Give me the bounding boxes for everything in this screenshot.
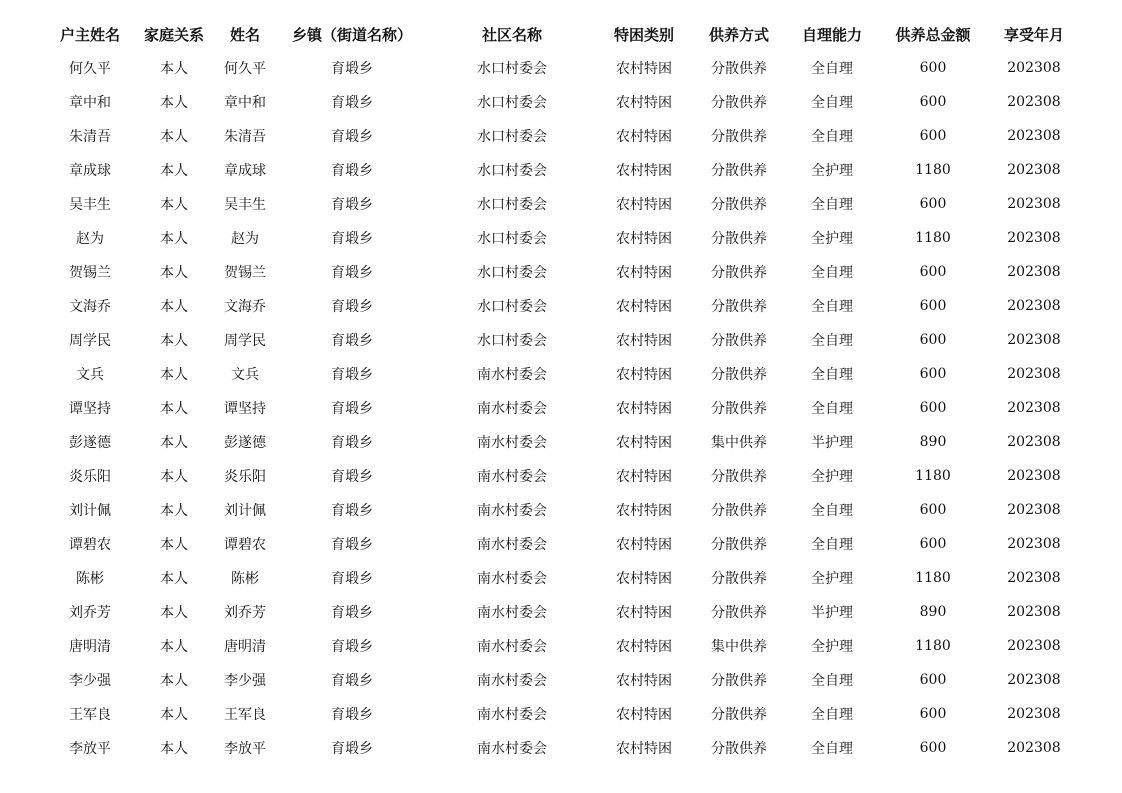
category-cell: 农村特困 [616,741,672,757]
head-name-cell: 李放平 [69,741,111,757]
category-cell: 农村特困 [616,265,672,281]
head-name-header: 户主姓名 [59,25,120,44]
name-cell: 谭坚持 [224,401,266,417]
period-cell: 202308 [1007,434,1061,450]
township-cell: 育塅乡 [331,61,373,77]
amount-cell: 600 [919,196,947,212]
name-cell: 刘乔芳 [224,605,266,621]
table-header [44,17,1078,51]
period-header: 享受年月 [1003,25,1064,44]
category-cell: 农村特困 [616,197,672,213]
name-cell: 唐明清 [224,639,266,655]
head-name-cell: 赵为 [76,231,104,247]
community-cell: 南水村委会 [477,673,547,689]
amount-cell: 600 [919,536,947,552]
amount-cell: 600 [919,740,947,756]
support-mode-cell: 分散供养 [711,605,767,621]
relationship-cell: 本人 [160,333,188,349]
amount-cell: 600 [919,366,947,382]
table-row [44,187,1078,221]
table-row [44,527,1078,561]
category-cell: 农村特困 [616,95,672,111]
township-cell: 育塅乡 [331,469,373,485]
self-care-cell: 全护理 [811,639,853,655]
head-name-cell: 谭坚持 [69,401,111,417]
amount-cell: 1180 [915,570,951,586]
community-cell: 南水村委会 [477,571,547,587]
township-cell: 育塅乡 [331,639,373,655]
self-care-cell: 全自理 [811,741,853,757]
community-cell: 南水村委会 [477,639,547,655]
township-cell: 育塅乡 [331,163,373,179]
period-cell: 202308 [1007,60,1061,76]
amount-cell: 1180 [915,162,951,178]
amount-cell: 600 [919,502,947,518]
period-cell: 202308 [1007,196,1061,212]
community-cell: 水口村委会 [477,265,547,281]
period-cell: 202308 [1007,638,1061,654]
support-mode-header: 供养方式 [708,25,769,44]
support-mode-cell: 分散供养 [711,265,767,281]
table-row [44,697,1078,731]
relationship-cell: 本人 [160,265,188,281]
table-row [44,561,1078,595]
relationship-cell: 本人 [160,163,188,179]
name-cell: 谭碧农 [224,537,266,553]
category-header: 特困类别 [613,25,674,44]
self-care-cell: 全自理 [811,129,853,145]
relationship-cell: 本人 [160,537,188,553]
period-cell: 202308 [1007,400,1061,416]
community-cell: 水口村委会 [477,333,547,349]
period-cell: 202308 [1007,604,1061,620]
category-cell: 农村特困 [616,299,672,315]
township-cell: 育塅乡 [331,707,373,723]
category-cell: 农村特困 [616,401,672,417]
category-cell: 农村特困 [616,333,672,349]
table-row [44,255,1078,289]
name-cell: 赵为 [231,231,259,247]
name-cell: 彭遂德 [224,435,266,451]
community-cell: 南水村委会 [477,605,547,621]
category-cell: 农村特困 [616,707,672,723]
self-care-cell: 全自理 [811,537,853,553]
head-name-cell: 刘计佩 [69,503,111,519]
category-cell: 农村特困 [616,639,672,655]
relationship-cell: 本人 [160,673,188,689]
head-name-cell: 唐明清 [69,639,111,655]
name-cell: 章成球 [224,163,266,179]
category-cell: 农村特困 [616,435,672,451]
head-name-cell: 章成球 [69,163,111,179]
amount-cell: 600 [919,264,947,280]
support-mode-cell: 集中供养 [711,435,767,451]
township-header: 乡镇（街道名称） [291,25,412,44]
category-cell: 农村特困 [616,231,672,247]
category-cell: 农村特困 [616,61,672,77]
amount-cell: 600 [919,94,947,110]
category-cell: 农村特困 [616,673,672,689]
support-mode-cell: 分散供养 [711,61,767,77]
township-cell: 育塅乡 [331,673,373,689]
period-cell: 202308 [1007,740,1061,756]
community-cell: 南水村委会 [477,469,547,485]
name-cell: 文兵 [231,367,259,383]
self-care-cell: 全自理 [811,95,853,111]
amount-cell: 600 [919,128,947,144]
period-cell: 202308 [1007,298,1061,314]
table-row [44,595,1078,629]
township-cell: 育塅乡 [331,571,373,587]
head-name-cell: 李少强 [69,673,111,689]
amount-cell: 600 [919,672,947,688]
township-cell: 育塅乡 [331,503,373,519]
township-cell: 育塅乡 [331,129,373,145]
table-row [44,85,1078,119]
head-name-cell: 朱清吾 [69,129,111,145]
support-mode-cell: 分散供养 [711,95,767,111]
township-cell: 育塅乡 [331,265,373,281]
self-care-cell: 全自理 [811,673,853,689]
amount-cell: 600 [919,332,947,348]
township-cell: 育塅乡 [331,401,373,417]
period-cell: 202308 [1007,264,1061,280]
relationship-cell: 本人 [160,129,188,145]
head-name-cell: 章中和 [69,95,111,111]
head-name-cell: 彭遂德 [69,435,111,451]
community-cell: 水口村委会 [477,299,547,315]
category-cell: 农村特困 [616,163,672,179]
community-cell: 水口村委会 [477,231,547,247]
name-cell: 章中和 [224,95,266,111]
relationship-cell: 本人 [160,469,188,485]
table-row [44,119,1078,153]
community-cell: 水口村委会 [477,95,547,111]
amount-cell: 1180 [915,230,951,246]
relationship-cell: 本人 [160,503,188,519]
table-row [44,221,1078,255]
period-cell: 202308 [1007,536,1061,552]
self-care-cell: 全自理 [811,401,853,417]
head-name-cell: 王军良 [69,707,111,723]
relationship-header: 家庭关系 [143,25,204,44]
period-cell: 202308 [1007,230,1061,246]
relationship-cell: 本人 [160,741,188,757]
head-name-cell: 陈彬 [76,571,104,587]
self-care-cell: 全护理 [811,571,853,587]
community-cell: 南水村委会 [477,401,547,417]
community-cell: 南水村委会 [477,503,547,519]
period-cell: 202308 [1007,570,1061,586]
name-cell: 朱清吾 [224,129,266,145]
support-mode-cell: 分散供养 [711,197,767,213]
community-cell: 水口村委会 [477,197,547,213]
relationship-cell: 本人 [160,299,188,315]
relationship-cell: 本人 [160,435,188,451]
name-cell: 李少强 [224,673,266,689]
self-care-cell: 全护理 [811,231,853,247]
township-cell: 育塅乡 [331,605,373,621]
table-row [44,391,1078,425]
community-header: 社区名称 [481,25,542,44]
name-cell: 王军良 [224,707,266,723]
township-cell: 育塅乡 [331,197,373,213]
table-row [44,731,1078,765]
name-cell: 文海乔 [224,299,266,315]
amount-cell: 890 [919,604,947,620]
name-cell: 陈彬 [231,571,259,587]
self-care-cell: 全自理 [811,299,853,315]
amount-cell: 600 [919,60,947,76]
support-mode-cell: 分散供养 [711,469,767,485]
category-cell: 农村特困 [616,503,672,519]
community-cell: 水口村委会 [477,129,547,145]
relationship-cell: 本人 [160,61,188,77]
head-name-cell: 文海乔 [69,299,111,315]
amount-cell: 1180 [915,638,951,654]
township-cell: 育塅乡 [331,741,373,757]
support-mode-cell: 分散供养 [711,129,767,145]
support-mode-cell: 分散供养 [711,401,767,417]
self-care-cell: 全护理 [811,163,853,179]
name-cell: 何久平 [224,61,266,77]
self-care-cell: 全自理 [811,197,853,213]
relationship-cell: 本人 [160,401,188,417]
name-cell: 贺锡兰 [224,265,266,281]
amount-cell: 890 [919,434,947,450]
community-cell: 南水村委会 [477,367,547,383]
support-mode-cell: 分散供养 [711,299,767,315]
table-row [44,51,1078,85]
table-body [44,51,1078,765]
name-cell: 李放平 [224,741,266,757]
name-cell: 炎乐阳 [224,469,266,485]
community-cell: 南水村委会 [477,537,547,553]
support-mode-cell: 分散供养 [711,503,767,519]
head-name-cell: 刘乔芳 [69,605,111,621]
table-row [44,323,1078,357]
support-mode-cell: 分散供养 [711,571,767,587]
relationship-cell: 本人 [160,707,188,723]
table-row [44,289,1078,323]
category-cell: 农村特困 [616,605,672,621]
relationship-cell: 本人 [160,197,188,213]
category-cell: 农村特困 [616,129,672,145]
name-header: 姓名 [229,25,260,44]
support-mode-cell: 分散供养 [711,537,767,553]
township-cell: 育塅乡 [331,231,373,247]
support-mode-cell: 集中供养 [711,639,767,655]
self-care-cell: 半护理 [811,605,853,621]
support-mode-cell: 分散供养 [711,367,767,383]
support-mode-cell: 分散供养 [711,163,767,179]
head-name-cell: 谭碧农 [69,537,111,553]
period-cell: 202308 [1007,162,1061,178]
amount-header: 供养总金额 [895,25,971,44]
relationship-cell: 本人 [160,367,188,383]
self-care-cell: 全护理 [811,469,853,485]
amount-cell: 600 [919,400,947,416]
amount-cell: 1180 [915,468,951,484]
support-mode-cell: 分散供养 [711,707,767,723]
self-care-cell: 全自理 [811,503,853,519]
period-cell: 202308 [1007,128,1061,144]
township-cell: 育塅乡 [331,95,373,111]
head-name-cell: 周学民 [69,333,111,349]
relationship-cell: 本人 [160,571,188,587]
category-cell: 农村特困 [616,537,672,553]
relief-roster-table [44,17,1078,765]
name-cell: 吴丰生 [224,197,266,213]
category-cell: 农村特困 [616,469,672,485]
township-cell: 育塅乡 [331,299,373,315]
support-mode-cell: 分散供养 [711,231,767,247]
table-row [44,357,1078,391]
township-cell: 育塅乡 [331,435,373,451]
relationship-cell: 本人 [160,95,188,111]
period-cell: 202308 [1007,94,1061,110]
period-cell: 202308 [1007,672,1061,688]
community-cell: 南水村委会 [477,435,547,451]
period-cell: 202308 [1007,706,1061,722]
self-care-cell: 全自理 [811,367,853,383]
table-row [44,663,1078,697]
support-mode-cell: 分散供养 [711,741,767,757]
table-row [44,629,1078,663]
category-cell: 农村特困 [616,571,672,587]
township-cell: 育塅乡 [331,333,373,349]
period-cell: 202308 [1007,332,1061,348]
head-name-cell: 吴丰生 [69,197,111,213]
table-row [44,459,1078,493]
self-care-cell: 全自理 [811,707,853,723]
township-cell: 育塅乡 [331,367,373,383]
self-care-cell: 全自理 [811,61,853,77]
community-cell: 南水村委会 [477,741,547,757]
support-mode-cell: 分散供养 [711,673,767,689]
category-cell: 农村特困 [616,367,672,383]
head-name-cell: 炎乐阳 [69,469,111,485]
table-row [44,153,1078,187]
amount-cell: 600 [919,298,947,314]
period-cell: 202308 [1007,366,1061,382]
table-row [44,425,1078,459]
period-cell: 202308 [1007,468,1061,484]
head-name-cell: 何久平 [69,61,111,77]
self-care-header: 自理能力 [801,25,862,44]
community-cell: 南水村委会 [477,707,547,723]
name-cell: 周学民 [224,333,266,349]
township-cell: 育塅乡 [331,537,373,553]
self-care-cell: 全自理 [811,333,853,349]
amount-cell: 600 [919,706,947,722]
head-name-cell: 贺锡兰 [69,265,111,281]
relationship-cell: 本人 [160,639,188,655]
community-cell: 水口村委会 [477,61,547,77]
head-name-cell: 文兵 [76,367,104,383]
relationship-cell: 本人 [160,605,188,621]
relationship-cell: 本人 [160,231,188,247]
self-care-cell: 全自理 [811,265,853,281]
name-cell: 刘计佩 [224,503,266,519]
header-row [44,17,1078,51]
self-care-cell: 半护理 [811,435,853,451]
table-row [44,493,1078,527]
support-mode-cell: 分散供养 [711,333,767,349]
community-cell: 水口村委会 [477,163,547,179]
period-cell: 202308 [1007,502,1061,518]
